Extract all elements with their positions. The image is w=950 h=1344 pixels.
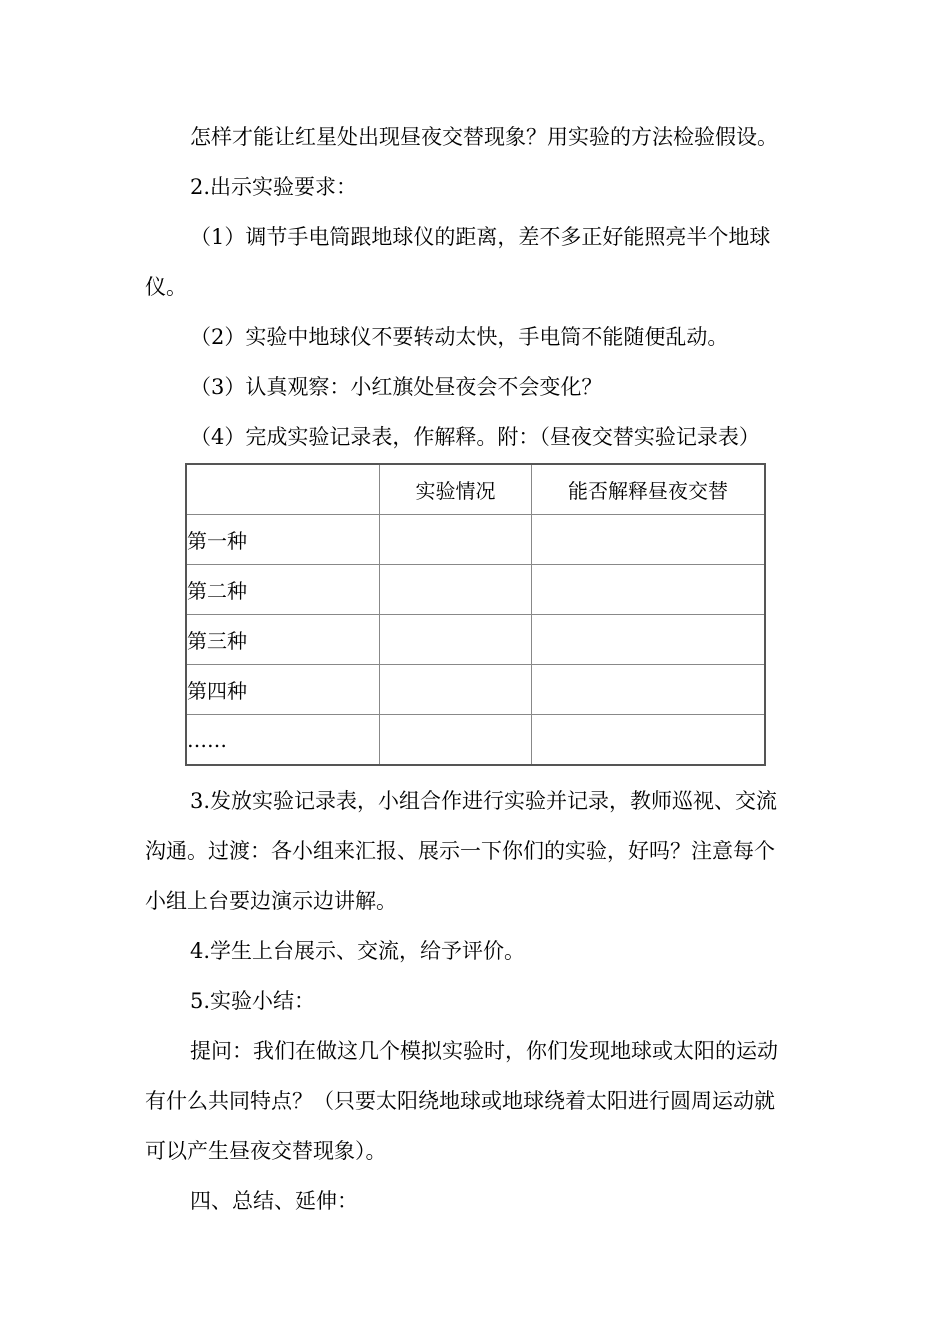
- paragraph-requirement-2: （2）实验中地球仪不要转动太快，手电筒不能随便乱动。: [190, 325, 729, 349]
- row-label: 第三种: [186, 615, 380, 665]
- paragraph-requirement-4: （4）完成实验记录表，作解释。附：（昼夜交替实验记录表）: [190, 425, 760, 449]
- table-header-cell: 实验情况: [380, 464, 532, 515]
- row-label: 第一种: [186, 515, 380, 565]
- table-cell: [532, 715, 766, 766]
- paragraph-student-presentation: 4.学生上台展示、交流，给予评价。: [190, 939, 526, 963]
- row-label: 第四种: [186, 665, 380, 715]
- table-cell: [380, 615, 532, 665]
- paragraph-heading-requirements: 2.出示实验要求：: [190, 175, 358, 199]
- table-cell: [380, 715, 532, 766]
- table-row: [186, 665, 765, 715]
- table-header-row: [186, 464, 765, 515]
- paragraph-distribute-record-b: 沟通。过渡：各小组来汇报、展示一下你们的实验，好吗？注意每个: [145, 839, 775, 863]
- table-header-cell: [186, 464, 380, 515]
- section-heading-summary: 四、总结、延伸：: [190, 1189, 358, 1213]
- paragraph-experiment-summary: 5.实验小结：: [190, 989, 316, 1013]
- paragraph-requirement-3: （3）认真观察：小红旗处昼夜会不会变化？: [190, 375, 603, 399]
- paragraph-distribute-record-a: 3.发放实验记录表，小组合作进行实验并记录，教师巡视、交流: [190, 789, 778, 813]
- paragraph-question-c: 可以产生昼夜交替现象）。: [145, 1139, 387, 1163]
- paragraph-distribute-record-c: 小组上台要边演示边讲解。: [145, 889, 397, 913]
- paragraph-requirement-1b: 仪。: [145, 275, 187, 299]
- table-cell: [532, 565, 766, 615]
- table-cell: [532, 615, 766, 665]
- paragraph-requirement-1a: （1）调节手电筒跟地球仪的距离，差不多正好能照亮半个地球: [190, 225, 771, 249]
- table-row: [186, 565, 765, 615]
- paragraph-question-a: 提问：我们在做这几个模拟实验时，你们发现地球或太阳的运动: [190, 1039, 778, 1063]
- table-cell: [380, 515, 532, 565]
- table-row: [186, 715, 765, 766]
- paragraph-hypothesis-test: 怎样才能让红星处出现昼夜交替现象？用实验的方法检验假设。: [190, 125, 778, 149]
- table-cell: [380, 665, 532, 715]
- row-label: 第二种: [186, 565, 380, 615]
- row-label: ……: [186, 715, 380, 766]
- table-row: [186, 515, 765, 565]
- table-header-cell: 能否解释昼夜交替: [532, 464, 766, 515]
- table-cell: [532, 665, 766, 715]
- experiment-record-table: [185, 463, 766, 766]
- table-cell: [532, 515, 766, 565]
- table-cell: [380, 565, 532, 615]
- table-row: [186, 615, 765, 665]
- paragraph-question-b: 有什么共同特点？（只要太阳绕地球或地球绕着太阳进行圆周运动就: [145, 1089, 775, 1113]
